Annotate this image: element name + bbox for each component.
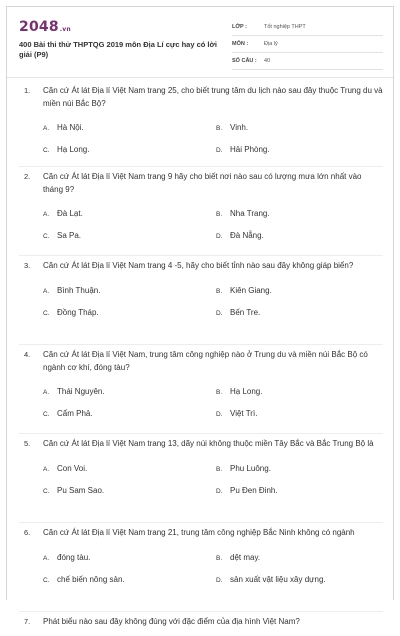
option-text: Bến Tre. [230,307,261,317]
question-1 [19,85,383,167]
option-text: Cẩm Phả. [57,409,93,418]
question-text [19,527,383,540]
option-text: Bình Thuận. [57,285,101,295]
option-label: D. [216,309,223,317]
option-b[interactable] [216,286,272,297]
option-b[interactable] [216,123,248,134]
question-text [19,171,383,196]
option-text: Con Voi. [57,463,88,473]
option-text: Nha Trang. [230,209,270,218]
document-header [19,17,383,75]
option-d[interactable] [216,409,257,420]
option-text: đóng tàu. [57,552,91,562]
question-2 [19,171,383,256]
option-label: B. [216,211,223,218]
option-text: Đồng Tháp. [57,307,99,317]
option-label: A. [43,125,50,132]
question-number: 5. [24,439,31,448]
question-number: 1. [24,86,31,95]
question-4 [19,349,383,434]
option-c[interactable] [43,575,125,586]
option-c[interactable] [43,231,81,242]
option-grid [19,374,383,418]
question-body: Căn cứ Át lát Địa lí Việt Nam trang 4 -5, hãy cho biết tỉnh nào sau đây không giáp biển? [43,261,354,270]
option-label: A. [43,554,50,562]
question-body: Căn cứ Át lát Địa lí Việt Nam trang 21, trung tâm công nghiệp Bắc Ninh không có ngành [43,528,355,537]
option-grid [19,451,383,495]
meta-row-subject [232,36,383,53]
option-a[interactable] [43,553,90,564]
option-text: Kiên Giang. [230,285,272,295]
question-list [19,85,383,636]
option-text: Đà Lạt. [57,209,83,218]
option-label: C. [43,233,50,240]
question-body: Phát biểu nào sau đây không đúng với đặc điểm của địa hình Việt Nam? [43,617,300,626]
option-text: Hà Nội. [57,123,84,132]
option-d[interactable] [216,486,278,497]
option-c[interactable] [43,145,89,156]
option-text: chế biến nông sản. [57,574,125,584]
option-grid [19,273,383,317]
option-c[interactable] [43,486,104,497]
option-text: Thái Nguyên. [57,387,105,396]
option-label: B. [216,554,223,562]
option-text: Vinh. [230,123,249,132]
option-d[interactable] [216,231,264,242]
option-label: D. [216,411,223,418]
option-b[interactable] [216,209,270,220]
meta-label: MÔN : [232,41,249,47]
question-text [19,260,383,273]
option-text: dệt may. [230,552,261,562]
option-label: A. [43,389,50,396]
option-text: Phu Luông. [230,463,271,473]
option-text: sản xuất vật liệu xây dựng. [230,574,326,584]
question-5 [19,438,383,523]
meta-row-class [232,19,383,36]
option-a[interactable] [43,209,83,220]
meta-label: LỚP : [232,24,247,30]
option-b[interactable] [216,553,260,564]
question-body: Căn cứ Át lát Địa lí Việt Nam trang 13, dãy núi không thuộc miền Tây Bắc và Bắc Trung Bộ là [43,439,374,448]
option-label: B. [216,287,223,295]
option-text: Pu Sam Sao. [57,485,105,495]
question-number: 7. [24,617,31,626]
question-text [19,349,383,374]
question-number: 2. [24,172,31,181]
question-number: 4. [24,350,31,359]
question-text [19,85,383,110]
option-c[interactable] [43,409,93,420]
option-label: A. [43,211,50,218]
option-label: B. [216,389,223,396]
option-b[interactable] [216,387,262,398]
option-label: D. [216,487,223,495]
option-a[interactable] [43,464,87,475]
option-text: Hạ Long. [57,145,90,154]
option-label: D. [216,233,223,240]
option-a[interactable] [43,286,100,297]
option-d[interactable] [216,308,260,319]
logo-text: 2048 [19,19,59,35]
option-a[interactable] [43,387,105,398]
option-text: Hải Phòng. [230,145,270,154]
document-meta [232,19,383,70]
option-label: C. [43,487,50,495]
option-a[interactable] [43,123,84,134]
question-3 [19,260,383,345]
question-body: Căn cứ Át lát Địa lí Việt Nam trang 25, cho biết trung tâm du lịch nào sau đây thuộc Trung du và miền núi Bắc Bộ? [43,86,383,108]
document-page [6,6,394,626]
option-c[interactable] [43,308,99,319]
option-b[interactable] [216,464,271,475]
meta-value: Tốt nghiệp THPT [264,24,306,30]
meta-value: 40 [264,58,271,64]
option-label: B. [216,465,223,473]
option-d[interactable] [216,145,270,156]
option-label: A. [43,465,50,473]
option-label: B. [216,125,223,132]
option-label: C. [43,147,50,154]
question-body: Căn cứ Át lát Địa lí Việt Nam trang 9 hãy cho biết nơi nào sau có lượng mưa lớn nhất vào tháng 9? [43,172,362,194]
question-number: 3. [24,261,31,270]
option-grid [19,196,383,240]
option-label: A. [43,287,50,295]
option-grid [19,110,383,154]
question-6 [19,527,383,612]
option-label: C. [43,309,50,317]
question-text [19,438,383,451]
option-d[interactable] [216,575,326,586]
option-text: Pu Đen Đinh. [230,485,278,495]
meta-row-count [232,53,383,70]
option-text: Sa Pa. [57,231,82,240]
option-grid [19,540,383,584]
site-logo[interactable] [19,19,71,35]
document-title: 400 Bài thi thử THPTQG 2019 môn Địa Lí cực hay có lời giải (P9) [19,40,217,59]
option-text: Hạ Long. [230,387,263,396]
option-label: C. [43,576,50,584]
meta-value: Địa lý [264,41,278,47]
question-body: Căn cứ Át lát Địa lí Việt Nam, trung tâm công nghiệp nào ở Trung du và miền núi Bắc Bộ có ngành cơ khí, đóng tàu? [43,350,368,372]
question-text [19,616,383,629]
option-text: Đà Nẵng. [230,231,264,240]
option-label: C. [43,411,50,418]
question-number: 6. [24,528,31,537]
option-label: D. [216,147,223,154]
header-divider [7,77,393,78]
option-label: D. [216,576,223,584]
logo-suffix: .vn [59,26,71,33]
meta-label: SỐ CÂU : [232,58,257,64]
option-text: Việt Trì. [230,409,258,418]
question-7 [19,616,383,636]
